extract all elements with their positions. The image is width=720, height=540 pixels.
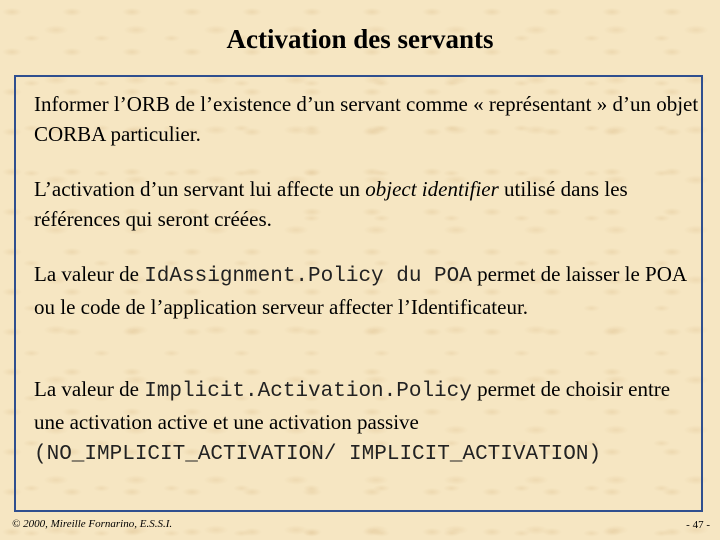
activation-values-code: (NO_IMPLICIT_ACTIVATION/ IMPLICIT_ACTIVATION) (34, 443, 602, 466)
paragraph-orb-inform: Informer l’ORB de l’existence d’un servant comme « représentant » d’un objet CORBA particulier. (34, 92, 699, 146)
implicit-activation-policy-code: Implicit.Activation.Policy (144, 380, 472, 403)
footer-page-number: - 47 - (686, 519, 710, 531)
paragraph-activation-text-end: utilisé dans les références qui seront créées. (34, 177, 628, 231)
paragraph-implicit-activation-text-start: La valeur de (34, 377, 145, 401)
paragraph-implicit-activation-text-end: permet de choisir entre une activation active et une activation passive (34, 377, 671, 434)
object-identifier-term: object identifier (365, 177, 499, 201)
paragraph-implicit-activation (34, 374, 699, 470)
paragraph-id-assignment-text-start: La valeur de (34, 262, 145, 286)
footer-copyright: © 2000, Mireille Fornarino, E.S.S.I. (12, 518, 173, 530)
paragraph-id-assignment-text-end: permet de laisser le POA ou le code de l’application serveur affecter l’Identificateur. (34, 262, 686, 319)
paragraph-activation-text-start: L’activation d’un servant lui affecte un (34, 177, 366, 201)
paragraph-activation (34, 174, 699, 234)
paragraph-id-assignment (34, 259, 699, 322)
id-assignment-policy-code: IdAssignment.Policy du POA (144, 265, 472, 288)
slide-title: Activation des servants (226, 24, 494, 54)
